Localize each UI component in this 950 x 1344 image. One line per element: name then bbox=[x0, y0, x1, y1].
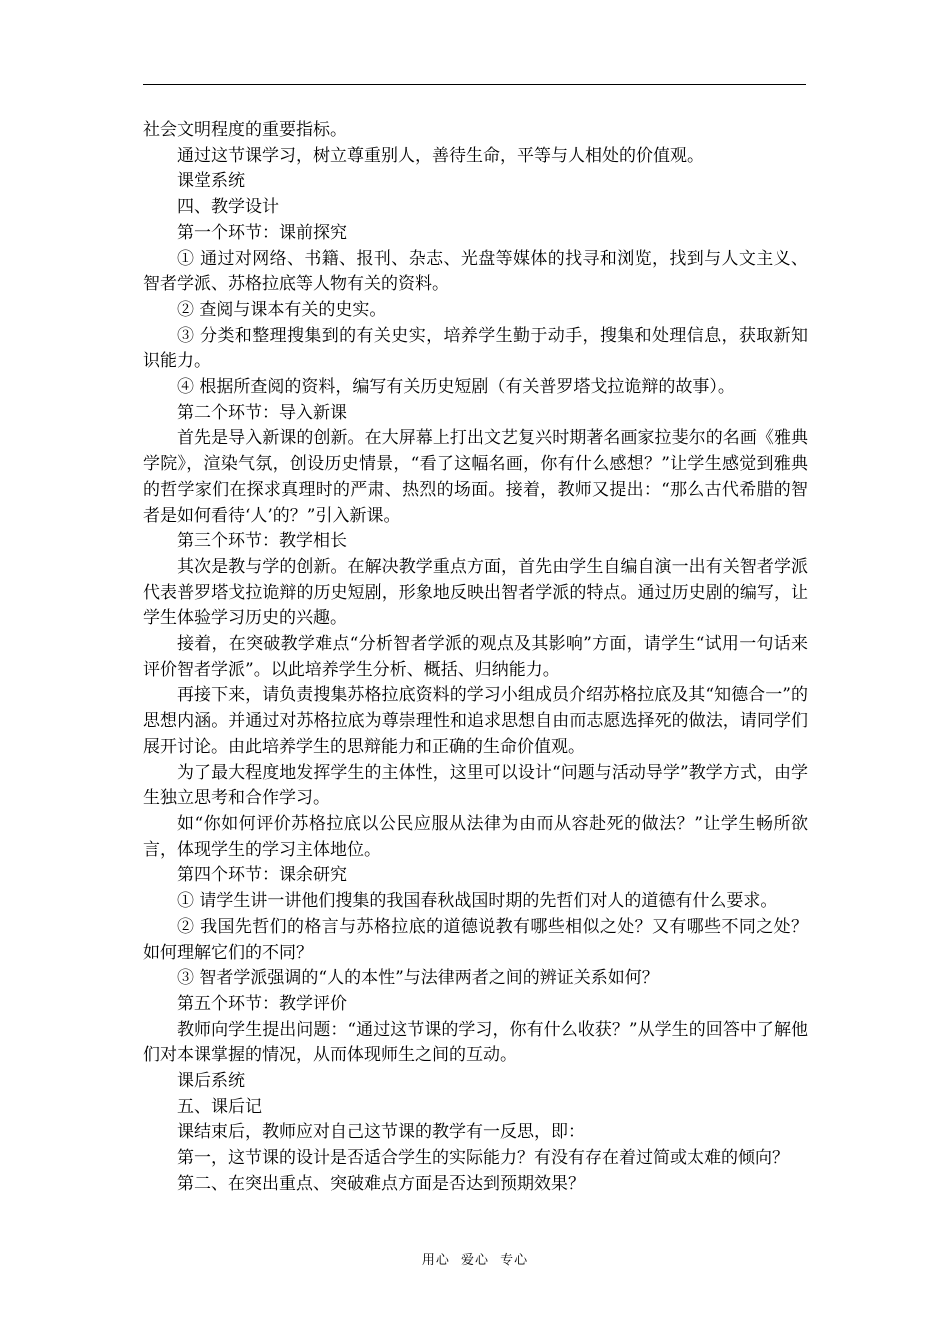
list-item: ② 我国先哲们的格言与苏格拉底的道德说教有哪些相似之处？又有哪些不同之处？如何理解它们的不同？ bbox=[143, 916, 808, 963]
paragraph: 再接下来，请负责搜集苏格拉底资料的学习小组成员介绍苏格拉底及其“知德合一”的思想内涵。并通过对苏格拉底为尊崇理性和追求思想自由而志愿选择死的做法，请同学们展开讨论。由此培养学生的思辩能力和正确的生命价值观。 bbox=[143, 685, 808, 757]
list-item: ③ 智者学派强调的“人的本性”与法律两者之间的辨证关系如何？ bbox=[177, 968, 659, 989]
subsection-heading: 第四个环节：课余研究 bbox=[177, 865, 347, 886]
subsection-heading: 第二个环节：导入新课 bbox=[177, 402, 347, 423]
section-heading: 五、课后记 bbox=[177, 1096, 262, 1117]
list-item: ① 请学生讲一讲他们搜集的我国春秋战国时期的先哲们对人的道德有什么要求。 bbox=[177, 891, 778, 912]
paragraph: 社会文明程度的重要指标。 bbox=[143, 120, 347, 140]
section-heading: 课堂系统 bbox=[177, 171, 245, 192]
paragraph: 其次是教与学的创新。在解决教学重点方面，首先由学生自编自演一出有关智者学派代表普罗塔戈拉诡辩的历史短剧，形象地反映出智者学派的特点。通过历史剧的编写，让学生体验学习历史的兴趣。 bbox=[143, 556, 808, 629]
list-item: ② 查阅与课本有关的史实。 bbox=[177, 299, 387, 320]
paragraph: 教师向学生提出问题：“通过这节课的学习，你有什么收获？”从学生的回答中了解他们对本课掌握的情况，从而体现师生之间的互动。 bbox=[143, 1019, 808, 1066]
paragraph: 第二、在突出重点、突破难点方面是否达到预期效果？ bbox=[177, 1173, 585, 1194]
document-body bbox=[143, 118, 808, 1198]
page-footer: 用心 爱心 专心 bbox=[421, 1253, 529, 1268]
section-heading: 四、教学设计 bbox=[177, 197, 279, 218]
paragraph: 为了最大程度地发挥学生的主体性，这里可以设计“问题与活动导学”教学方式，由学生独立思考和合作学习。 bbox=[143, 762, 808, 809]
paragraph: 通过这节课学习，树立尊重别人，善待生命，平等与人相处的价值观。 bbox=[177, 145, 704, 166]
subsection-heading: 第一个环节：课前探究 bbox=[177, 222, 347, 243]
paragraph: 课结束后，教师应对自己这节课的教学有一反思，即： bbox=[177, 1122, 585, 1143]
paragraph: 第一，这节课的设计是否适合学生的实际能力？有没有存在着过简或太难的倾向？ bbox=[177, 1148, 789, 1169]
header-rule bbox=[143, 84, 806, 85]
subsection-heading: 第三个环节：教学相长 bbox=[177, 531, 347, 552]
paragraph: 接着，在突破教学难点“分析智者学派的观点及其影响”方面，请学生“试用一句话来评价智者学派”。以此培养学生分析、概括、归纳能力。 bbox=[143, 634, 808, 680]
list-item: ① 通过对网络、书籍、报刊、杂志、光盘等媒体的找寻和浏览，找到与人文主义、智者学派、苏格拉底等人物有关的资料。 bbox=[143, 248, 808, 295]
list-item: ④ 根据所查阅的资料，编写有关历史短剧（有关普罗塔戈拉诡辩的故事）。 bbox=[177, 377, 735, 398]
paragraph: 如“你如何评价苏格拉底以公民应服从法律为由而从容赴死的做法？”让学生畅所欲言，体现学生的学习主体地位。 bbox=[143, 813, 808, 860]
list-item: ③ 分类和整理搜集到的有关史实，培养学生勤于动手，搜集和处理信息，获取新知识能力。 bbox=[143, 325, 808, 372]
paragraph: 首先是导入新课的创新。在大屏幕上打出文艺复兴时期著名画家拉斐尔的名画《雅典学院》，渲染气氛，创设历史情景，“看了这幅名画，你有什么感想？”让学生感觉到雅典的哲学家们在探求真理时的严肃、热烈的场面。接着，教师又提出：“那么古代希腊的智者是如何看待‘人’的？”引入新课。 bbox=[143, 428, 808, 526]
section-heading: 课后系统 bbox=[177, 1071, 245, 1092]
subsection-heading: 第五个环节：教学评价 bbox=[177, 993, 347, 1014]
